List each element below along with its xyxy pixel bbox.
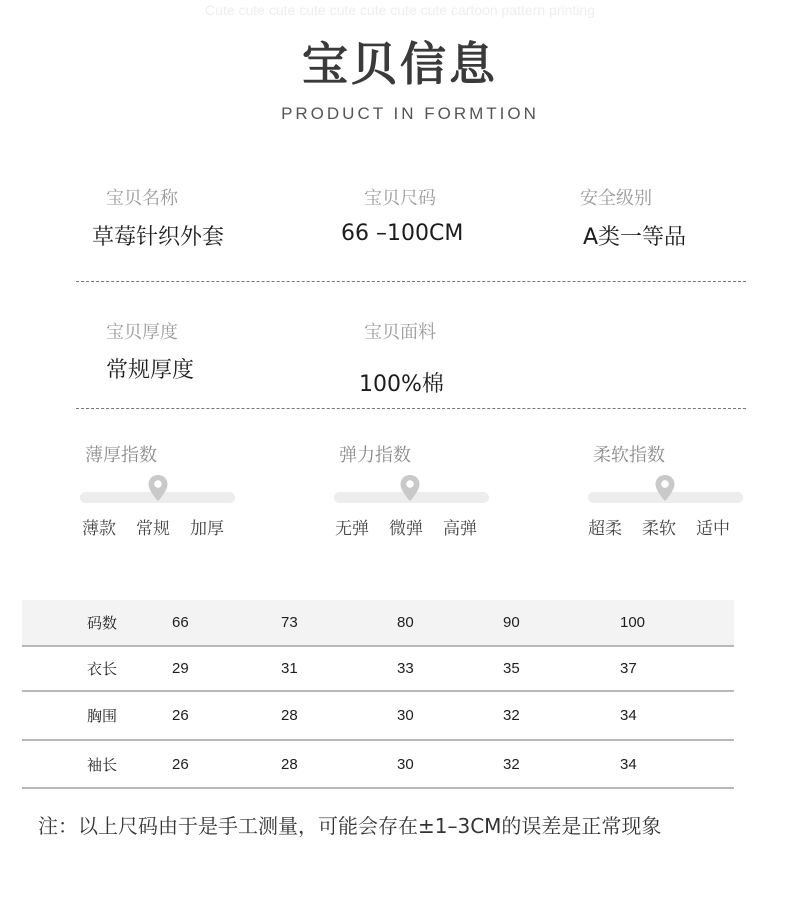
product-name-value: 草莓针织外套 bbox=[92, 225, 225, 250]
table-cell: 胸围 bbox=[87, 708, 118, 725]
table-cell: 26 bbox=[172, 707, 189, 724]
table-header-cell: 码数 bbox=[87, 615, 118, 632]
thickness-option-thin: 薄款 bbox=[82, 519, 116, 539]
table-row bbox=[22, 647, 734, 692]
thickness-index-title: 薄厚指数 bbox=[85, 445, 157, 466]
product-thickness-value: 常规厚度 bbox=[106, 358, 195, 383]
product-size-value: 66 –100CM bbox=[341, 221, 464, 246]
divider-1 bbox=[76, 281, 746, 282]
product-size-label: 宝贝尺码 bbox=[364, 188, 436, 209]
table-cell: 37 bbox=[620, 660, 637, 677]
divider-2 bbox=[76, 408, 746, 409]
table-header-row bbox=[22, 600, 734, 647]
table-cell: 29 bbox=[172, 660, 189, 677]
table-cell: 30 bbox=[397, 707, 414, 724]
product-fabric-label: 宝贝面料 bbox=[364, 322, 436, 343]
product-name-label: 宝贝名称 bbox=[106, 188, 178, 209]
table-cell: 30 bbox=[397, 755, 414, 773]
softness-option-moderate: 适中 bbox=[696, 519, 730, 539]
table-header-cell: 66 bbox=[172, 614, 189, 631]
table-cell: 34 bbox=[620, 707, 637, 724]
softness-index-title: 柔软指数 bbox=[593, 445, 665, 466]
location-pin-icon bbox=[147, 474, 169, 502]
size-table bbox=[22, 600, 734, 789]
table-cell: 32 bbox=[503, 755, 520, 773]
elasticity-option-none: 无弹 bbox=[335, 519, 369, 539]
table-cell: 26 bbox=[172, 755, 189, 773]
thickness-option-regular: 常规 bbox=[136, 519, 170, 539]
table-cell: 衣长 bbox=[87, 661, 118, 678]
table-header-cell: 90 bbox=[503, 614, 520, 631]
table-cell: 31 bbox=[281, 660, 298, 677]
safety-level-label: 安全级别 bbox=[580, 188, 652, 209]
table-row bbox=[22, 741, 734, 789]
table-header-cell: 80 bbox=[397, 614, 414, 631]
page-subtitle: PRODUCT IN FORMTION bbox=[281, 104, 539, 123]
softness-option-super-soft: 超柔 bbox=[588, 519, 622, 539]
table-cell: 32 bbox=[503, 707, 520, 724]
elasticity-option-high: 高弹 bbox=[443, 519, 477, 539]
elasticity-index-title: 弹力指数 bbox=[339, 445, 411, 466]
location-pin-icon bbox=[399, 474, 421, 502]
faint-decorative-text: Cute cute cute cute cute cute cute cute cartoon pattern printing bbox=[205, 2, 595, 18]
table-header-cell: 100 bbox=[620, 614, 646, 631]
table-cell: 35 bbox=[503, 660, 520, 677]
table-cell: 袖长 bbox=[87, 756, 118, 774]
table-cell: 33 bbox=[397, 660, 414, 677]
table-row bbox=[22, 692, 734, 741]
location-pin-icon bbox=[654, 474, 676, 502]
safety-level-value: A类一等品 bbox=[583, 225, 687, 250]
product-fabric-value: 100%棉 bbox=[359, 372, 444, 397]
softness-option-soft: 柔软 bbox=[642, 519, 676, 539]
table-cell: 28 bbox=[281, 755, 298, 773]
thickness-option-thick: 加厚 bbox=[190, 519, 224, 539]
table-cell: 28 bbox=[281, 707, 298, 724]
page-title: 宝贝信息 bbox=[302, 37, 498, 91]
product-thickness-label: 宝贝厚度 bbox=[106, 322, 178, 343]
measurement-note: 注：以上尺码由于是手工测量，可能会存在±1–3CM的误差是正常现象 bbox=[38, 814, 662, 838]
table-header-cell: 73 bbox=[281, 614, 298, 631]
table-cell: 34 bbox=[620, 755, 637, 773]
elasticity-option-slight: 微弹 bbox=[389, 519, 423, 539]
